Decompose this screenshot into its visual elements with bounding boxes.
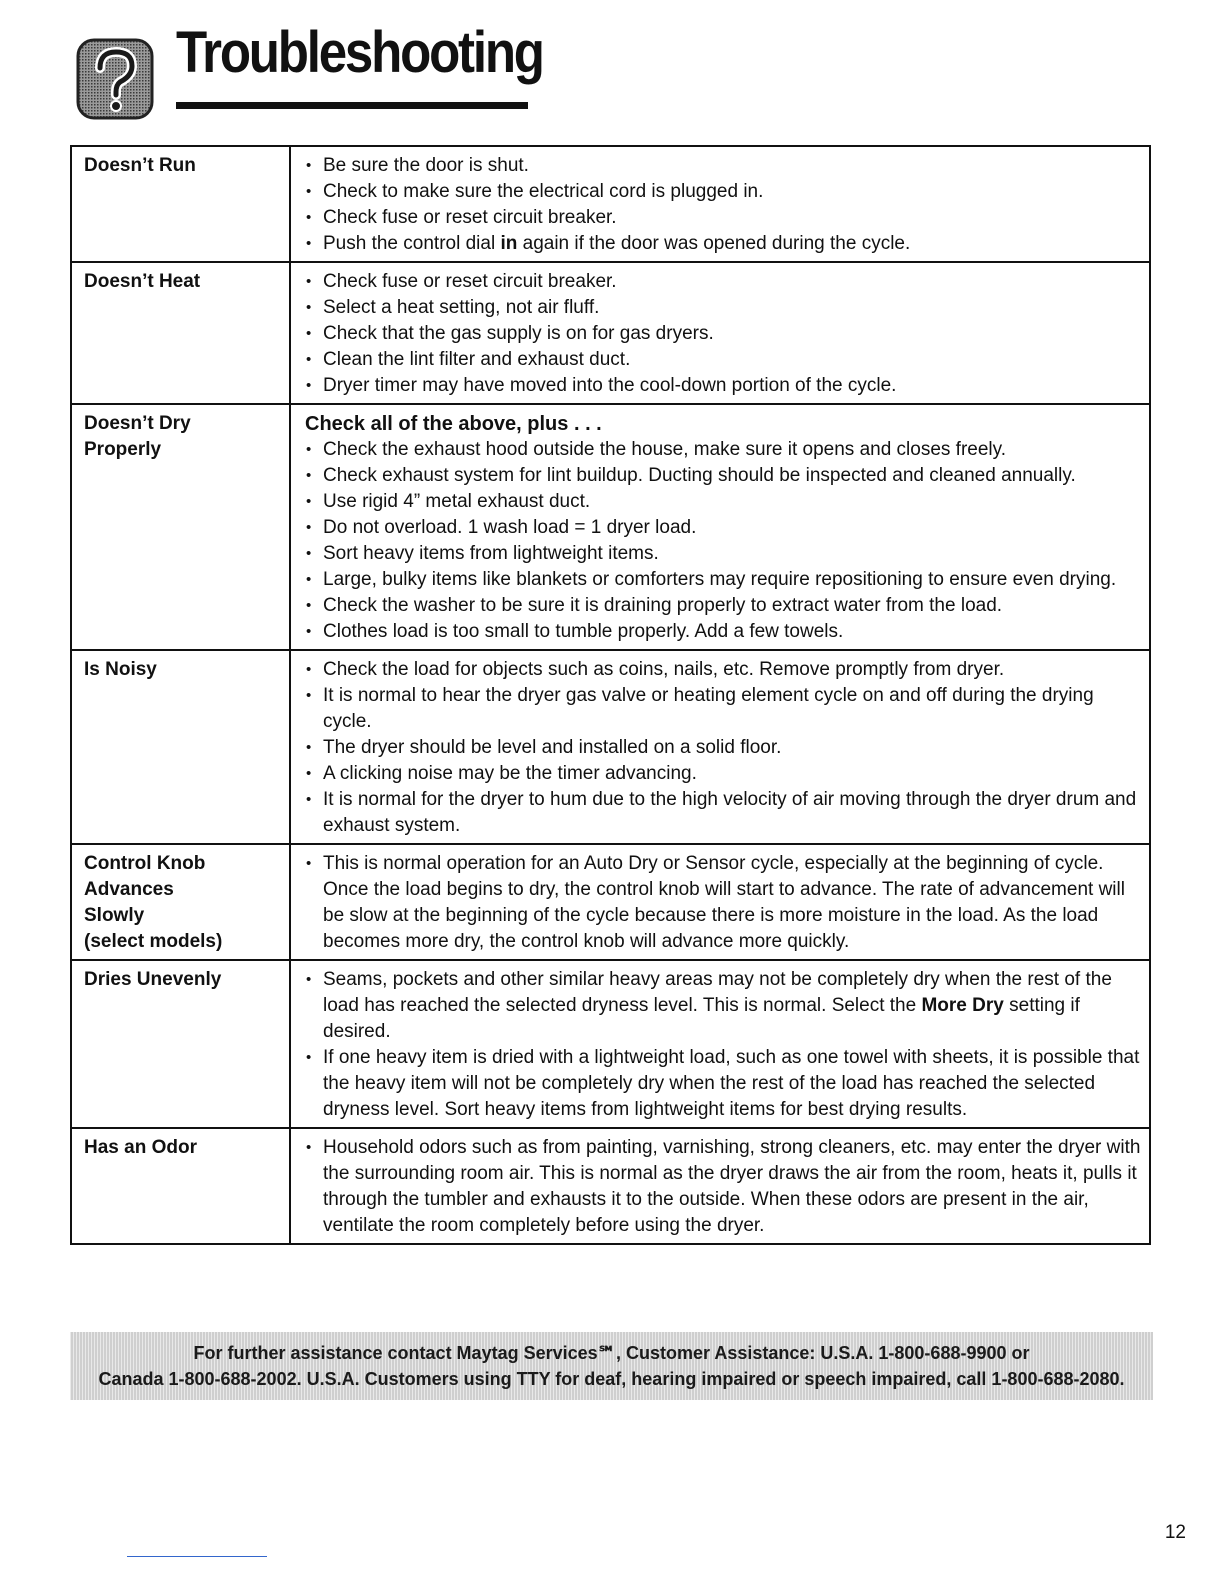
list-item: [305, 541, 1141, 567]
table-row: [71, 650, 1150, 844]
item-text: Clothes load is too small to tumble properly. Add a few towels.: [323, 621, 844, 642]
problem-cell: [71, 146, 290, 262]
list-item: [305, 321, 1141, 347]
solution-cell: [290, 146, 1150, 262]
list-item: [305, 437, 1141, 463]
problem-cell: [71, 262, 290, 404]
solution-cell: [290, 960, 1150, 1128]
problem-cell: [71, 960, 290, 1128]
list-item: [305, 683, 1141, 735]
list-item: [305, 1135, 1141, 1239]
item-text: Clean the lint filter and exhaust duct.: [323, 349, 631, 370]
problem-label: (select models): [84, 931, 223, 952]
list-item: [305, 489, 1141, 515]
question-mark-icon: [76, 38, 154, 120]
page-title: Troubleshooting: [176, 20, 543, 85]
solution-cell: [290, 262, 1150, 404]
item-emphasis: More Dry: [921, 995, 1004, 1016]
list-item: [305, 205, 1141, 231]
list-item: [305, 463, 1141, 489]
problem-label: Is Noisy: [84, 659, 157, 680]
solution-list: [305, 153, 1141, 257]
table-row: [71, 146, 1150, 262]
item-text: Be sure the door is shut.: [323, 155, 529, 176]
list-item: [305, 593, 1141, 619]
list-item: [305, 657, 1141, 683]
assistance-line-1: For further assistance contact Maytag Services℠, Customer Assistance: U.S.A. 1-800-688-9900 or: [193, 1343, 1030, 1363]
problem-cell: [71, 844, 290, 960]
solution-list: [305, 967, 1141, 1123]
problem-label: Doesn’t Dry: [84, 413, 191, 434]
item-text: If one heavy item is dried with a lightweight load, such as one towel with sheets, it is possible that the heavy item will not be completely dry when the rest of the load has reached the selected dryness level. Sort heavy items from lightweight items for best drying results.: [323, 1047, 1140, 1120]
list-item: [305, 967, 1141, 1045]
page-header: [76, 18, 543, 118]
problem-label: Slowly: [84, 905, 145, 926]
problem-label: Properly: [84, 439, 162, 460]
problem-label: Advances: [84, 879, 174, 900]
solution-list: [305, 269, 1141, 399]
list-item: [305, 179, 1141, 205]
problem-label: Doesn’t Run: [84, 155, 196, 176]
title-underline: [176, 102, 528, 109]
assistance-line-2: Canada 1-800-688-2002. U.S.A. Customers using TTY for deaf, hearing impaired or speech impaired, call 1-800-688-2080.: [98, 1369, 1125, 1389]
item-emphasis: in: [500, 233, 518, 254]
item-text: Seams, pockets and other similar heavy areas may not be completely dry when the rest of the load has reached the selected dryness level. This is normal. Select the: [323, 969, 1112, 1016]
footer-divider: [127, 1556, 267, 1557]
list-item: [305, 347, 1141, 373]
item-text: Sort heavy items from lightweight items.: [323, 543, 659, 564]
list-item: [305, 373, 1141, 399]
list-item: [305, 231, 1141, 257]
list-item: [305, 269, 1141, 295]
item-text: Household odors such as from painting, varnishing, strong cleaners, etc. may enter the dryer with the surrounding room air. This is normal as the dryer draws the air from the room, heats it, pulls it through the tumbler and exhausts it to the outside. When these odors are present in the air, ventilate the room completely before using the dryer.: [323, 1137, 1141, 1236]
solution-cell: [290, 1128, 1150, 1244]
problem-cell: [71, 650, 290, 844]
item-text: Check the exhaust hood outside the house, make sure it opens and closes freely.: [323, 439, 1007, 460]
list-item: [305, 761, 1141, 787]
item-text: Do not overload. 1 wash load = 1 dryer load.: [323, 517, 697, 538]
problem-label: Has an Odor: [84, 1137, 197, 1158]
solution-cell: [290, 404, 1150, 650]
table-row: [71, 404, 1150, 650]
list-item: [305, 1045, 1141, 1123]
list-item: [305, 787, 1141, 839]
list-item: [305, 851, 1141, 955]
solution-cell: [290, 650, 1150, 844]
item-text: again if the door was opened during the cycle.: [517, 233, 911, 254]
item-text: It is normal for the dryer to hum due to the high velocity of air moving through the dryer drum and exhaust system.: [323, 789, 1137, 836]
solution-list: [305, 437, 1141, 645]
list-item: [305, 619, 1141, 645]
item-text: Check that the gas supply is on for gas dryers.: [323, 323, 714, 344]
solution-lead: Check all of the above, plus . . .: [305, 413, 602, 435]
item-text: Dryer timer may have moved into the cool-down portion of the cycle.: [323, 375, 897, 396]
item-text: The dryer should be level and installed on a solid floor.: [323, 737, 782, 758]
solution-list: [305, 1135, 1141, 1239]
table-row: [71, 262, 1150, 404]
item-text: Push the control dial: [323, 233, 501, 254]
assistance-banner: [70, 1332, 1153, 1400]
item-text: Check fuse or reset circuit breaker.: [323, 271, 617, 292]
list-item: [305, 295, 1141, 321]
item-text: Large, bulky items like blankets or comforters may require repositioning to ensure even drying.: [323, 569, 1117, 590]
table-row: [71, 960, 1150, 1128]
item-text: This is normal operation for an Auto Dry or Sensor cycle, especially at the beginning of cycle. Once the load begins to dry, the control knob will start to advance. The rate of advancement will be slow at the beginning of the cycle because there is more moisture in the load. As the load becomes more dry, the control knob will advance more quickly.: [323, 853, 1125, 952]
list-item: [305, 515, 1141, 541]
item-text: Use rigid 4” metal exhaust duct.: [323, 491, 591, 512]
page-number: 12: [1164, 1522, 1186, 1543]
item-text: Check the load for objects such as coins, nails, etc. Remove promptly from dryer.: [323, 659, 1005, 680]
item-text: Check the washer to be sure it is draining properly to extract water from the load.: [323, 595, 1003, 616]
solution-list: [305, 851, 1141, 955]
table-row: [71, 1128, 1150, 1244]
item-text: Select a heat setting, not air fluff.: [323, 297, 600, 318]
problem-cell: [71, 404, 290, 650]
item-text: Check to make sure the electrical cord is plugged in.: [323, 181, 764, 202]
problem-label: Dries Unevenly: [84, 969, 222, 990]
list-item: [305, 735, 1141, 761]
problem-cell: [71, 1128, 290, 1244]
item-text: It is normal to hear the dryer gas valve or heating element cycle on and off during the drying cycle.: [323, 685, 1094, 732]
solution-list: [305, 657, 1141, 839]
item-text: setting if desired.: [323, 995, 1080, 1042]
table-row: [71, 844, 1150, 960]
problem-label: Doesn’t Heat: [84, 271, 201, 292]
troubleshooting-table: [70, 145, 1151, 1245]
item-text: Check exhaust system for lint buildup. Ducting should be inspected and cleaned annually.: [323, 465, 1076, 486]
list-item: [305, 153, 1141, 179]
item-text: A clicking noise may be the timer advancing.: [323, 763, 697, 784]
solution-cell: [290, 844, 1150, 960]
problem-label: Control Knob: [84, 853, 206, 874]
list-item: [305, 567, 1141, 593]
item-text: Check fuse or reset circuit breaker.: [323, 207, 617, 228]
